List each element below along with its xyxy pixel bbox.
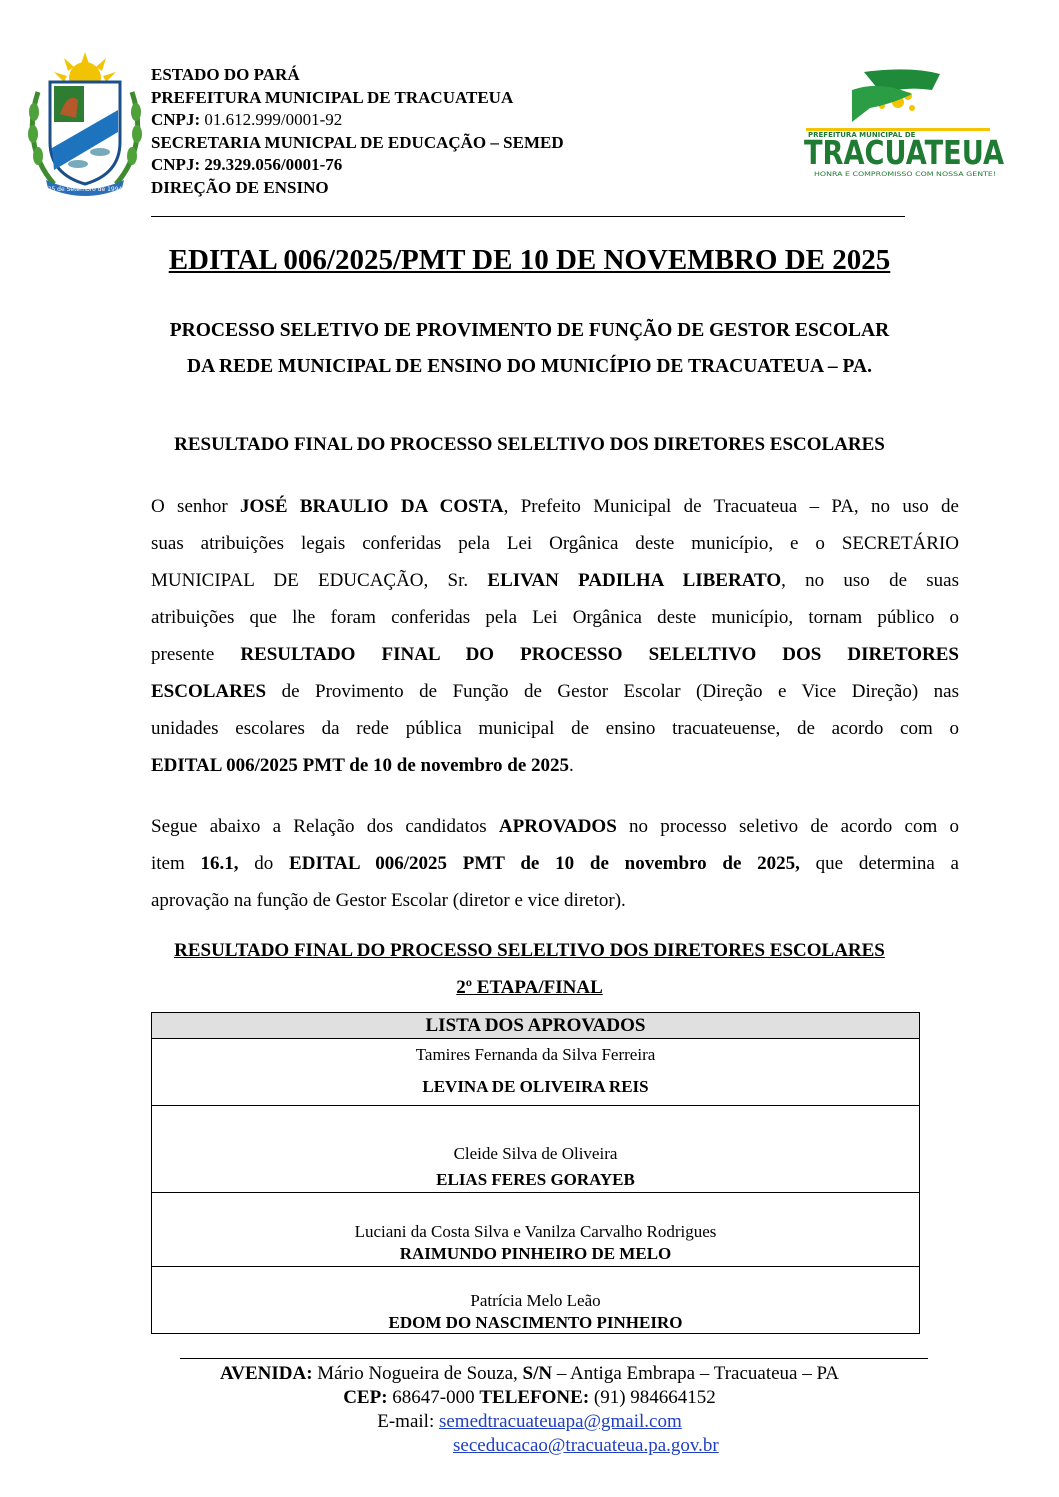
table-header: LISTA DOS APROVADOS — [152, 1013, 920, 1039]
stage-label: 2º ETAPA/FINAL — [456, 977, 603, 998]
edital-title: EDITAL 006/2025/PMT DE 10 DE NOVEMBRO DE 2025 — [168, 244, 891, 276]
table-row — [152, 1267, 920, 1334]
results-heading: RESULTADO FINAL DO PROCESSO SELELTIVO DOS DIRETORES ESCOLARES — [174, 940, 885, 961]
email-label: E-mail: — [377, 1411, 439, 1432]
logo-tracuateua-text: TRACUATEUA — [804, 133, 1005, 172]
subtitle-line-2: DA REDE MUNICIPAL DE ENSINO DO MUNICÍPIO DE TRACUATEUA – PA. — [187, 356, 872, 377]
footer-divider — [180, 1358, 928, 1359]
section-heading: RESULTADO FINAL DO PROCESSO SELELTIVO DOS DIRETORES ESCOLARES — [174, 434, 885, 455]
municipal-crest — [24, 52, 146, 198]
header-block — [151, 64, 564, 200]
school-name: LEVINA DE OLIVEIRA REIS — [422, 1077, 649, 1096]
paragraph-approved: Segue abaixo a Relação dos candidatos APROVADOS no processo seletivo de acordo com o item 16.1, do EDITAL 006/2025 PMT de 10 de novembro de 2025, que determina a aprovação na função de Gestor Escolar (diretor e vice diretor). — [151, 816, 959, 911]
candidate-names: Patrícia Melo Leão — [470, 1291, 601, 1310]
email-link-seceducacao[interactable]: seceducacao@tracuateua.pa.gov.br — [453, 1435, 719, 1456]
header-direction: DIREÇÃO DE ENSINO — [151, 177, 329, 197]
table-row — [152, 1193, 920, 1267]
header-cnpj-prefecture: CNPJ: 01.612.999/0001-92 — [151, 110, 343, 130]
school-name: RAIMUNDO PINHEIRO DE MELO — [399, 1244, 672, 1263]
footer-address: AVENIDA: Mário Nogueira de Souza, S/N – Antiga Embrapa – Tracuateua – PA — [219, 1363, 840, 1384]
candidate-names: Cleide Silva de Oliveira — [453, 1144, 618, 1163]
crest-ribbon-text: 25 de Setembro de 1994 — [47, 186, 123, 193]
subtitle-line-1: PROCESSO SELETIVO DE PROVIMENTO DE FUNÇÃO DE GESTOR ESCOLAR — [169, 320, 890, 341]
header-cnpj-semed: CNPJ: 29.329.056/0001-76 — [151, 155, 343, 175]
logo-prefeitura-text: PREFEITURA MUNICIPAL DE — [808, 131, 916, 139]
school-name: ELIAS FERES GORAYEB — [436, 1170, 635, 1189]
approved-table — [151, 1012, 920, 1334]
paragraph-announcement: O senhor JOSÉ BRAULIO DA COSTA, Prefeito Municipal de Tracuateua – PA, no uso de suas atribuições legais conferidas pela Lei Orgânica deste município, e o SECRETÁRIO MUNICIPAL DE EDUCAÇÃO, Sr. ELIVAN PADILHA LIBERATO, no uso de suas atribuições que lhe foram conferidas pela Lei Orgânica deste município, tornam público o presente RESULTADO FINAL DO PROCESSO SELELTIVO DOS DIRETORES ESCOLARES de Provimento de Função de Gestor Escolar (Direção e Vice Direção) nas unidades escolares da rede pública municipal de ensino tracuateuense, de acordo com o EDITAL 006/2025 PMT de 10 de novembro de 2025. — [151, 496, 959, 776]
footer-email-2 — [453, 1435, 719, 1457]
logo-slogan-text: HONRA E COMPROMISSO COM NOSSA GENTE! — [814, 171, 996, 178]
header-prefecture: PREFEITURA MUNICIPAL DE TRACUATEUA — [151, 87, 514, 107]
candidate-names: Tamires Fernanda da Silva Ferreira — [415, 1045, 656, 1064]
email-link-semed[interactable]: semedtracuateuapa@gmail.com — [438, 1411, 682, 1432]
footer-contact: CEP: 68647-000 TELEFONE: (91) 984664152 — [343, 1387, 716, 1408]
tracuateua-logo — [800, 66, 1008, 184]
table-row — [152, 1106, 920, 1193]
school-name: EDOM DO NASCIMENTO PINHEIRO — [388, 1313, 683, 1332]
candidate-names: Luciani da Costa Silva e Vanilza Carvalho Rodrigues — [354, 1222, 717, 1241]
header-divider — [151, 216, 905, 217]
header-state: ESTADO DO PARÁ — [151, 65, 300, 84]
header-secretariat: SECRETARIA MUNICPAL DE EDUCAÇÃO – SEMED — [151, 132, 564, 152]
table-row — [152, 1039, 920, 1106]
footer-email — [0, 1411, 1059, 1433]
